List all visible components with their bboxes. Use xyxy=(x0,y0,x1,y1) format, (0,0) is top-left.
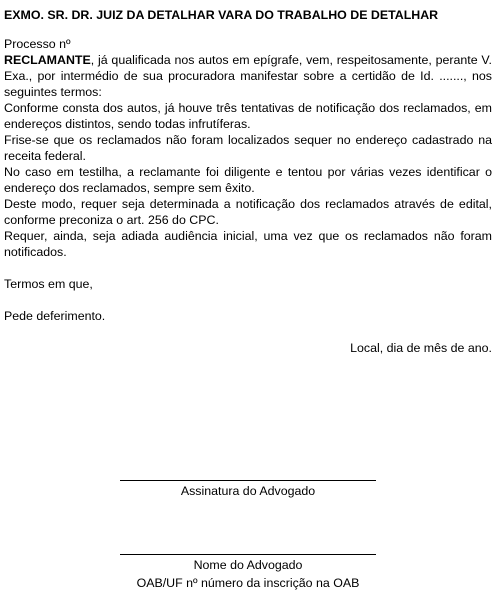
paragraph-intro xyxy=(4,52,492,100)
signature-line xyxy=(120,480,376,481)
signature-block-name xyxy=(120,554,376,591)
closing-request: Pede deferimento. xyxy=(4,309,106,323)
paragraph-intro-text: , já qualificada nos autos em epígrafe, vem, respeitosamente, perante V. Exa., por intermédio de sua procuradora manifestar sobre a certidão de Id. ......., nos seguintes termos: xyxy=(4,53,492,99)
document-body xyxy=(4,7,492,356)
process-number: Processo nº xyxy=(4,37,71,51)
claimant-label: RECLAMANTE xyxy=(4,53,91,67)
paragraph-address-not-found: Frise-se que os reclamados não foram localizados sequer no endereço cadastrado na receita federal. xyxy=(4,133,492,163)
document-title: EXMO. SR. DR. JUIZ DA DETALHAR VARA DO TRABALHO DE DETALHAR xyxy=(4,8,439,22)
closing-terms: Termos em que, xyxy=(4,277,93,291)
oab-label: OAB/UF nº número da inscrição na OAB xyxy=(136,576,360,590)
local-date: Local, dia de mês de ano. xyxy=(350,341,492,355)
paragraph-hearing-postpone: Requer, ainda, seja adiada audiência inicial, uma vez que os reclamados não foram notificados. xyxy=(4,229,492,259)
signature-label: Assinatura do Advogado xyxy=(180,484,316,498)
paragraph-edital-request: Deste modo, requer seja determinada a notificação dos reclamados através de edital, conforme preconiza o art. 256 do CPC. xyxy=(4,197,492,227)
lawyer-name-label: Nome do Advogado xyxy=(193,558,303,572)
signature-block-lawyer xyxy=(120,480,376,499)
paragraph-diligence: No caso em testilha, a reclamante foi diligente e tentou por várias vezes identificar o endereço dos reclamados, sempre sem êxito. xyxy=(4,165,492,195)
paragraph-notification-attempts: Conforme consta dos autos, já houve três tentativas de notificação dos reclamados, em endereços distintos, sendo todas infrutíferas. xyxy=(4,101,492,131)
signature-line xyxy=(120,554,376,555)
